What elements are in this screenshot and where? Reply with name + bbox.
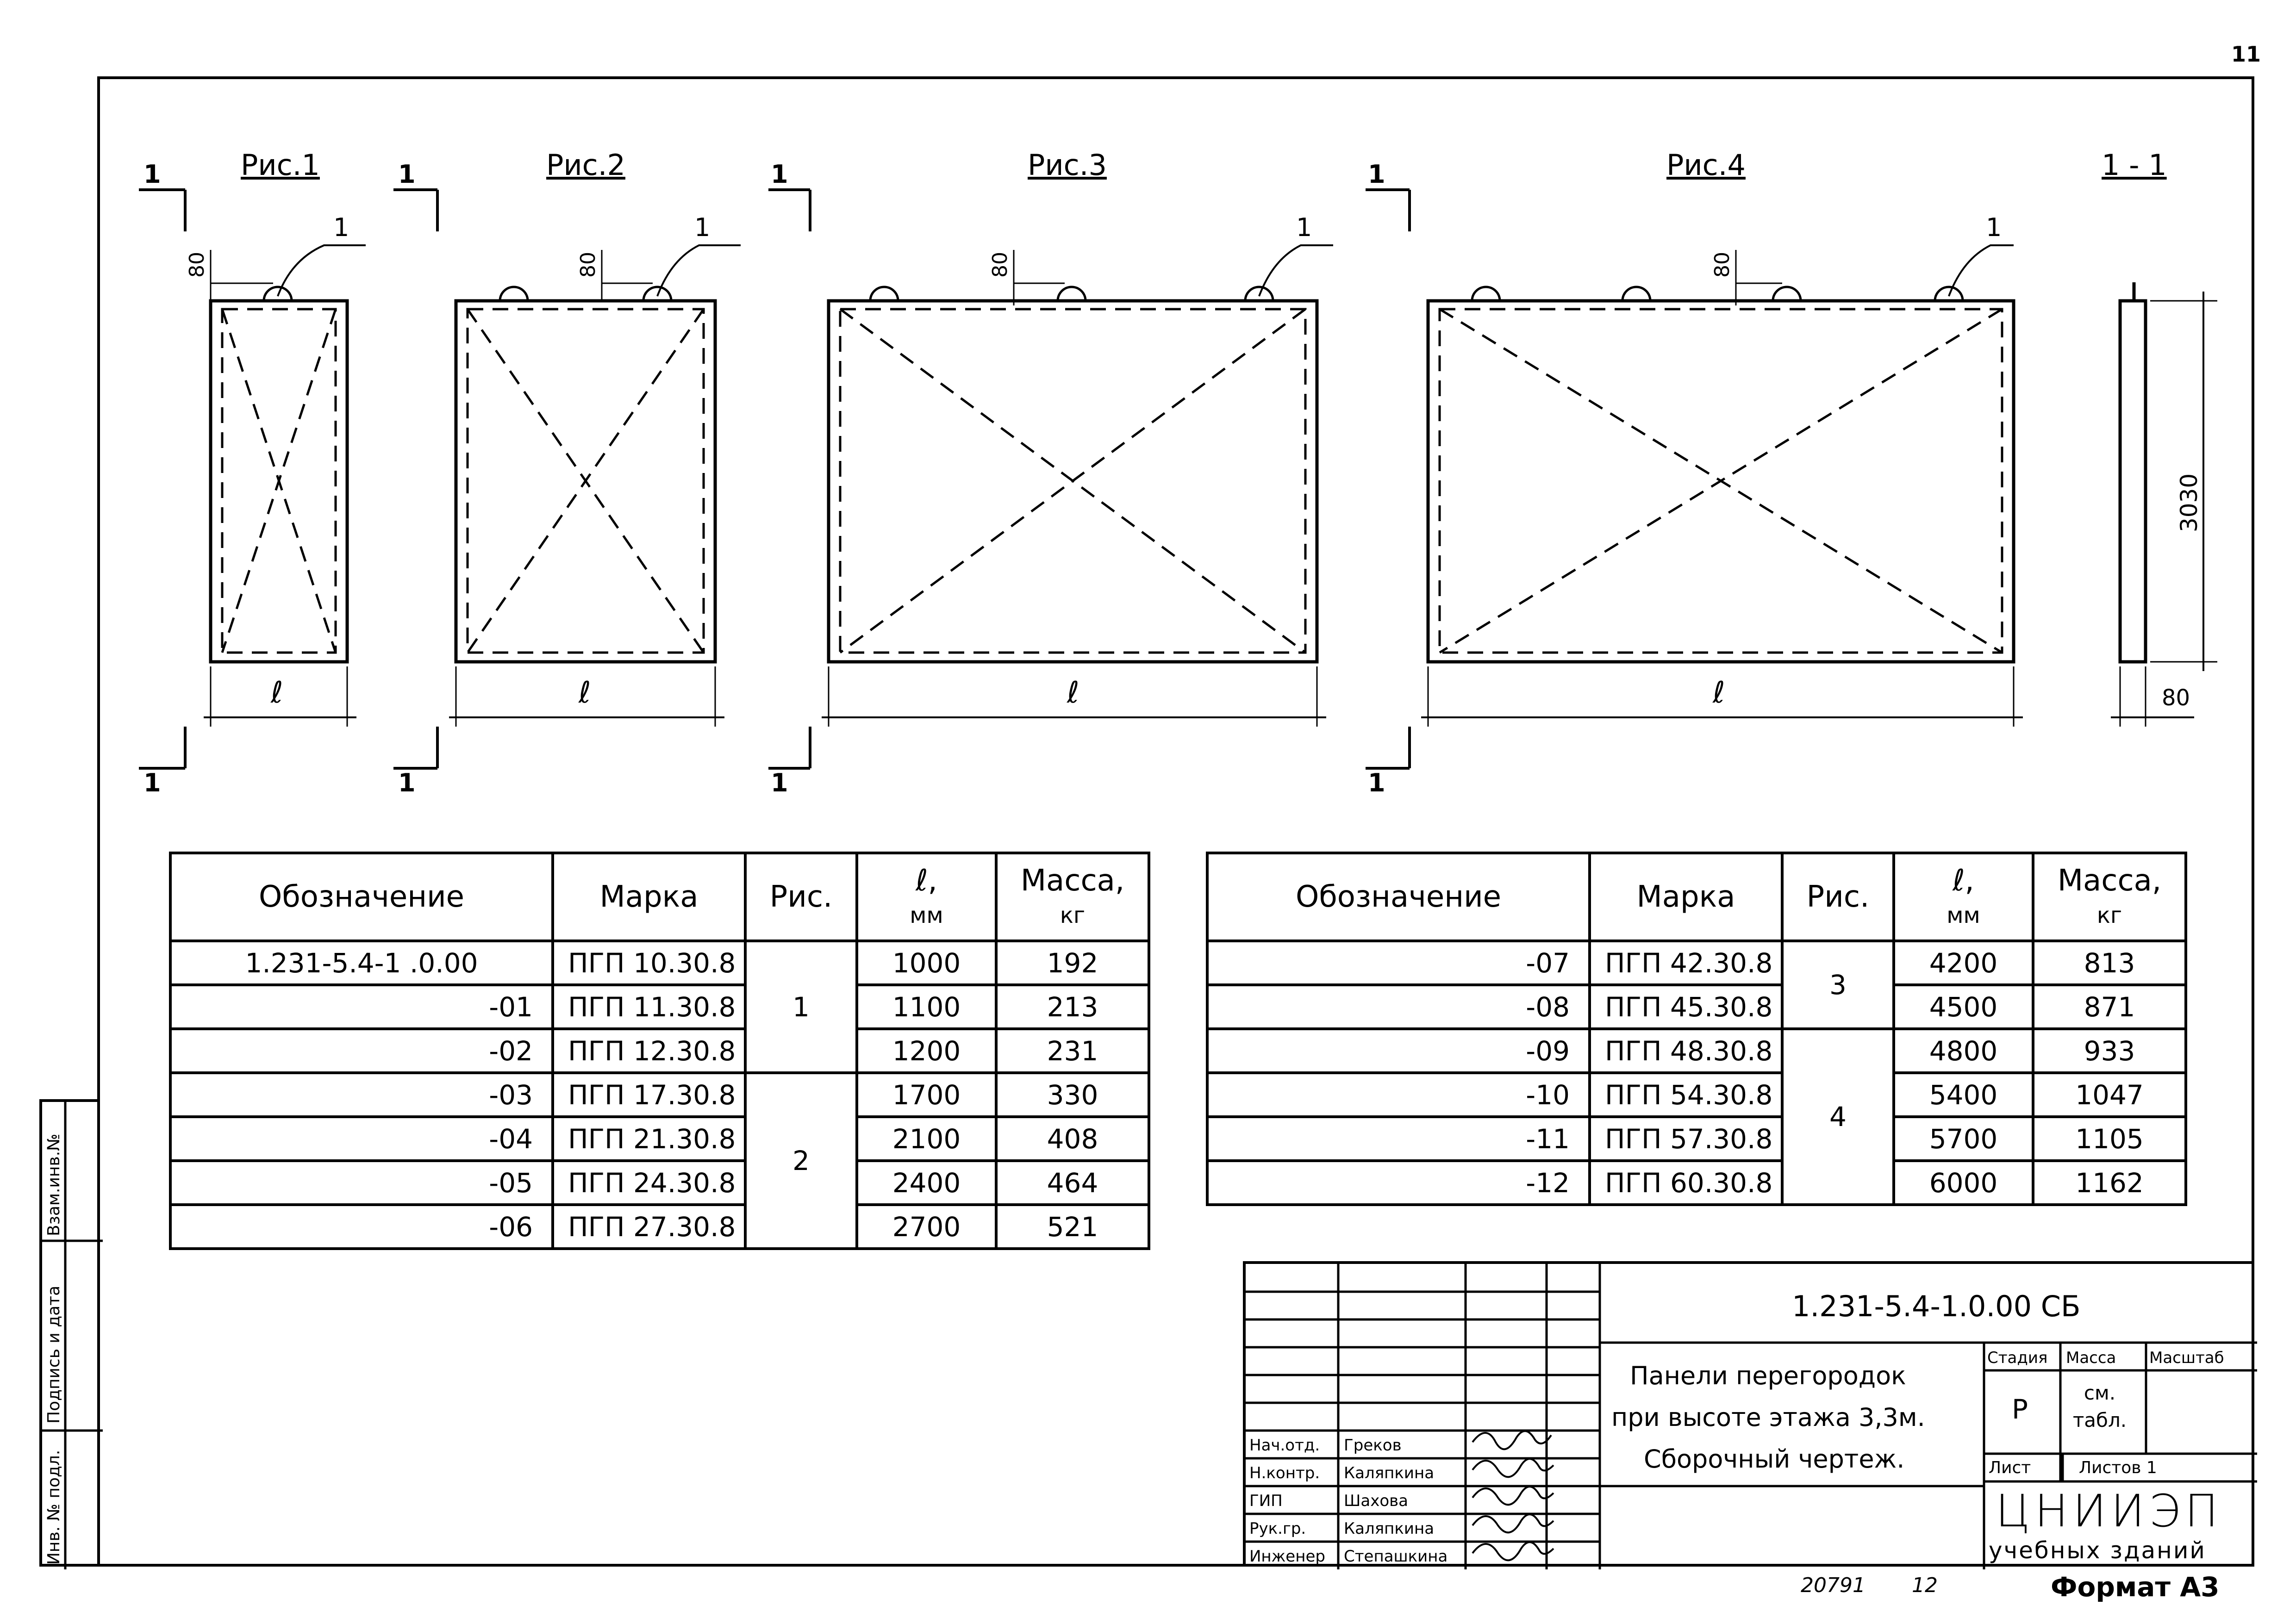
- cell-mass: 330: [996, 1073, 1149, 1117]
- table-row: [170, 1029, 1149, 1073]
- cell-mass: 521: [996, 1205, 1149, 1249]
- title-line3: Сборочный чертеж.: [1644, 1444, 1905, 1474]
- cell-length: 1700: [857, 1073, 996, 1117]
- page-number: 11: [2231, 42, 2261, 67]
- table-row: [1207, 985, 2186, 1029]
- role-label: Н.контр.: [1249, 1464, 1320, 1482]
- dim-height: 3030: [2176, 473, 2202, 532]
- table-row: [170, 1117, 1149, 1161]
- col-mark: Марка: [1590, 853, 1782, 941]
- cell-mark: ПГП 54.30.8: [1590, 1073, 1782, 1117]
- cell-mark: ПГП 17.30.8: [553, 1073, 745, 1117]
- doc-code: 1.231-5.4-1.0.00 СБ: [1792, 1289, 2081, 1323]
- fig4-panel: [1366, 190, 2023, 768]
- col-designation: Обозначение: [170, 853, 553, 941]
- cell-mark: ПГП 45.30.8: [1590, 985, 1782, 1029]
- role-name: Каляпкина: [1344, 1519, 1435, 1538]
- cell-mark: ПГП 27.30.8: [553, 1205, 745, 1249]
- leader-label: 1: [1986, 213, 2002, 242]
- fig4-caption: Рис.4: [1666, 148, 1746, 182]
- col-length: ℓ, мм: [1894, 853, 2033, 941]
- sheets-label: Листов 1: [2079, 1458, 2157, 1477]
- side-sign-date: Подпись и дата: [44, 1285, 63, 1424]
- cell-mass: 464: [996, 1161, 1149, 1205]
- section-mark: 1: [1368, 160, 1385, 189]
- cell-length: 1000: [857, 941, 996, 985]
- cell-length: 5400: [1894, 1073, 2033, 1117]
- cell-designation: 1.231-5.4-1 .0.00: [170, 941, 553, 985]
- role-label: Инженер: [1249, 1547, 1325, 1566]
- archive-page: 12: [1912, 1574, 1938, 1597]
- table-row: [1207, 1161, 2186, 1205]
- role-label: ГИП: [1249, 1492, 1283, 1510]
- cell-fig: 1: [745, 941, 857, 1073]
- cell-mark: ПГП 12.30.8: [553, 1029, 745, 1073]
- table-row: [1207, 941, 2186, 985]
- cell-mark: ПГП 11.30.8: [553, 985, 745, 1029]
- col-mass: Масса, кг: [996, 853, 1149, 941]
- cell-fig: 2: [745, 1073, 857, 1249]
- dim-80: 80: [576, 252, 600, 278]
- title-block: [1243, 1261, 2254, 1567]
- col-designation: Обозначение: [1207, 853, 1590, 941]
- cell-mass: 871: [2033, 985, 2186, 1029]
- title-line1: Панели перегородок: [1630, 1361, 1906, 1390]
- cell-length: 4500: [1894, 985, 2033, 1029]
- title-line2: при высоте этажа 3,3м.: [1611, 1403, 1925, 1432]
- table-row: [1207, 1073, 2186, 1117]
- table-row: [170, 985, 1149, 1029]
- section-mark: 1: [771, 768, 788, 797]
- cell-fig: 4: [1782, 1029, 1894, 1205]
- cell-mark: ПГП 57.30.8: [1590, 1117, 1782, 1161]
- cell-length: 4200: [1894, 941, 2033, 985]
- cell-length: 1200: [857, 1029, 996, 1073]
- side-inv-orig: Инв. № подл.: [44, 1450, 63, 1565]
- cell-mass: 813: [2033, 941, 2186, 985]
- side-stamp: [39, 1099, 100, 1567]
- table-row: [1207, 1029, 2186, 1073]
- cell-length: 4800: [1894, 1029, 2033, 1073]
- stage-label: Стадия: [1987, 1349, 2048, 1367]
- col-mass: Масса, кг: [2033, 853, 2186, 941]
- col-length: ℓ, мм: [857, 853, 996, 941]
- cell-designation: -08: [1207, 985, 1590, 1029]
- col-fig: Рис.: [1782, 853, 1894, 941]
- leader-label: 1: [694, 213, 711, 242]
- archive-number: 20791: [1801, 1574, 1866, 1597]
- panels-table-left: [169, 852, 1150, 1250]
- leader-label: 1: [333, 213, 349, 242]
- cell-length: 5700: [1894, 1117, 2033, 1161]
- section-caption: 1 - 1: [2102, 148, 2167, 182]
- cell-mark: ПГП 60.30.8: [1590, 1161, 1782, 1205]
- cell-designation: -12: [1207, 1161, 1590, 1205]
- role-label: Рук.гр.: [1249, 1519, 1306, 1538]
- cell-mass: 1162: [2033, 1161, 2186, 1205]
- cell-designation: -03: [170, 1073, 553, 1117]
- dim-80: 80: [185, 252, 209, 278]
- role-label: Нач.отд.: [1249, 1436, 1320, 1455]
- cell-designation: -10: [1207, 1073, 1590, 1117]
- cell-length: 2100: [857, 1117, 996, 1161]
- cell-mass: 1105: [2033, 1117, 2186, 1161]
- table-row: [170, 1205, 1149, 1249]
- cell-mass: 933: [2033, 1029, 2186, 1073]
- role-name: Каляпкина: [1344, 1464, 1435, 1482]
- fig2-caption: Рис.2: [546, 148, 625, 182]
- fig3-caption: Рис.3: [1028, 148, 1107, 182]
- mass-value: см. табл.: [2072, 1381, 2127, 1431]
- table-row: [170, 941, 1149, 985]
- section-mark: 1: [398, 160, 416, 189]
- cell-mark: ПГП 10.30.8: [553, 941, 745, 985]
- dim-length: ℓ: [1067, 676, 1079, 710]
- dim-length: ℓ: [579, 676, 591, 710]
- org-name: ЦНИИЭП: [1996, 1485, 2223, 1537]
- cell-designation: -04: [170, 1117, 553, 1161]
- table-row: [1207, 1117, 2186, 1161]
- cell-mass: 408: [996, 1117, 1149, 1161]
- role-name: Шахова: [1344, 1492, 1408, 1510]
- dim-80: 80: [1710, 252, 1734, 278]
- cell-mark: ПГП 42.30.8: [1590, 941, 1782, 985]
- cell-designation: -09: [1207, 1029, 1590, 1073]
- cell-mass: 1047: [2033, 1073, 2186, 1117]
- scale-label: Масштаб: [2149, 1349, 2224, 1367]
- leader-label: 1: [1296, 213, 1312, 242]
- col-fig: Рис.: [745, 853, 857, 941]
- cell-designation: -06: [170, 1205, 553, 1249]
- table-row: [170, 1161, 1149, 1205]
- section-mark: 1: [144, 768, 161, 797]
- col-mark: Марка: [553, 853, 745, 941]
- cell-mass: 231: [996, 1029, 1149, 1073]
- role-name: Степашкина: [1344, 1547, 1448, 1566]
- stage-value: Р: [2012, 1394, 2028, 1425]
- table-row: [170, 1073, 1149, 1117]
- cell-designation: -05: [170, 1161, 553, 1205]
- dim-80: 80: [988, 252, 1012, 278]
- panels-table-right: [1206, 852, 2187, 1206]
- side-inv-repl: Взам.инв.№: [44, 1133, 63, 1236]
- org-sub: учебных зданий: [1989, 1537, 2206, 1564]
- dim-length: ℓ: [1713, 676, 1725, 710]
- cell-designation: -11: [1207, 1117, 1590, 1161]
- cell-length: 2700: [857, 1205, 996, 1249]
- role-name: Греков: [1344, 1436, 1402, 1455]
- section-mark: 1: [398, 768, 416, 797]
- fig2-panel: [393, 190, 741, 768]
- cell-mark: ПГП 48.30.8: [1590, 1029, 1782, 1073]
- section-mark: 1: [144, 160, 161, 189]
- format-label: Формат А3: [2051, 1571, 2220, 1603]
- cell-mark: ПГП 21.30.8: [553, 1117, 745, 1161]
- cell-mass: 213: [996, 985, 1149, 1029]
- dim-length: ℓ: [271, 676, 283, 710]
- fig1-caption: Рис.1: [241, 148, 320, 182]
- cell-mass: 192: [996, 941, 1149, 985]
- fig3-panel: [768, 190, 1333, 768]
- fig1-panel: [139, 190, 366, 768]
- cell-designation: -02: [170, 1029, 553, 1073]
- cell-length: 6000: [1894, 1161, 2033, 1205]
- cell-designation: -01: [170, 985, 553, 1029]
- section-mark: 1: [771, 160, 788, 189]
- mass-label: Масса: [2066, 1349, 2116, 1367]
- section-mark: 1: [1368, 768, 1385, 797]
- cell-designation: -07: [1207, 941, 1590, 985]
- cell-length: 1100: [857, 985, 996, 1029]
- cell-length: 2400: [857, 1161, 996, 1205]
- cell-mark: ПГП 24.30.8: [553, 1161, 745, 1205]
- cell-fig: 3: [1782, 941, 1894, 1029]
- sheet-label: Лист: [1989, 1458, 2031, 1477]
- dim-thickness: 80: [2162, 685, 2190, 711]
